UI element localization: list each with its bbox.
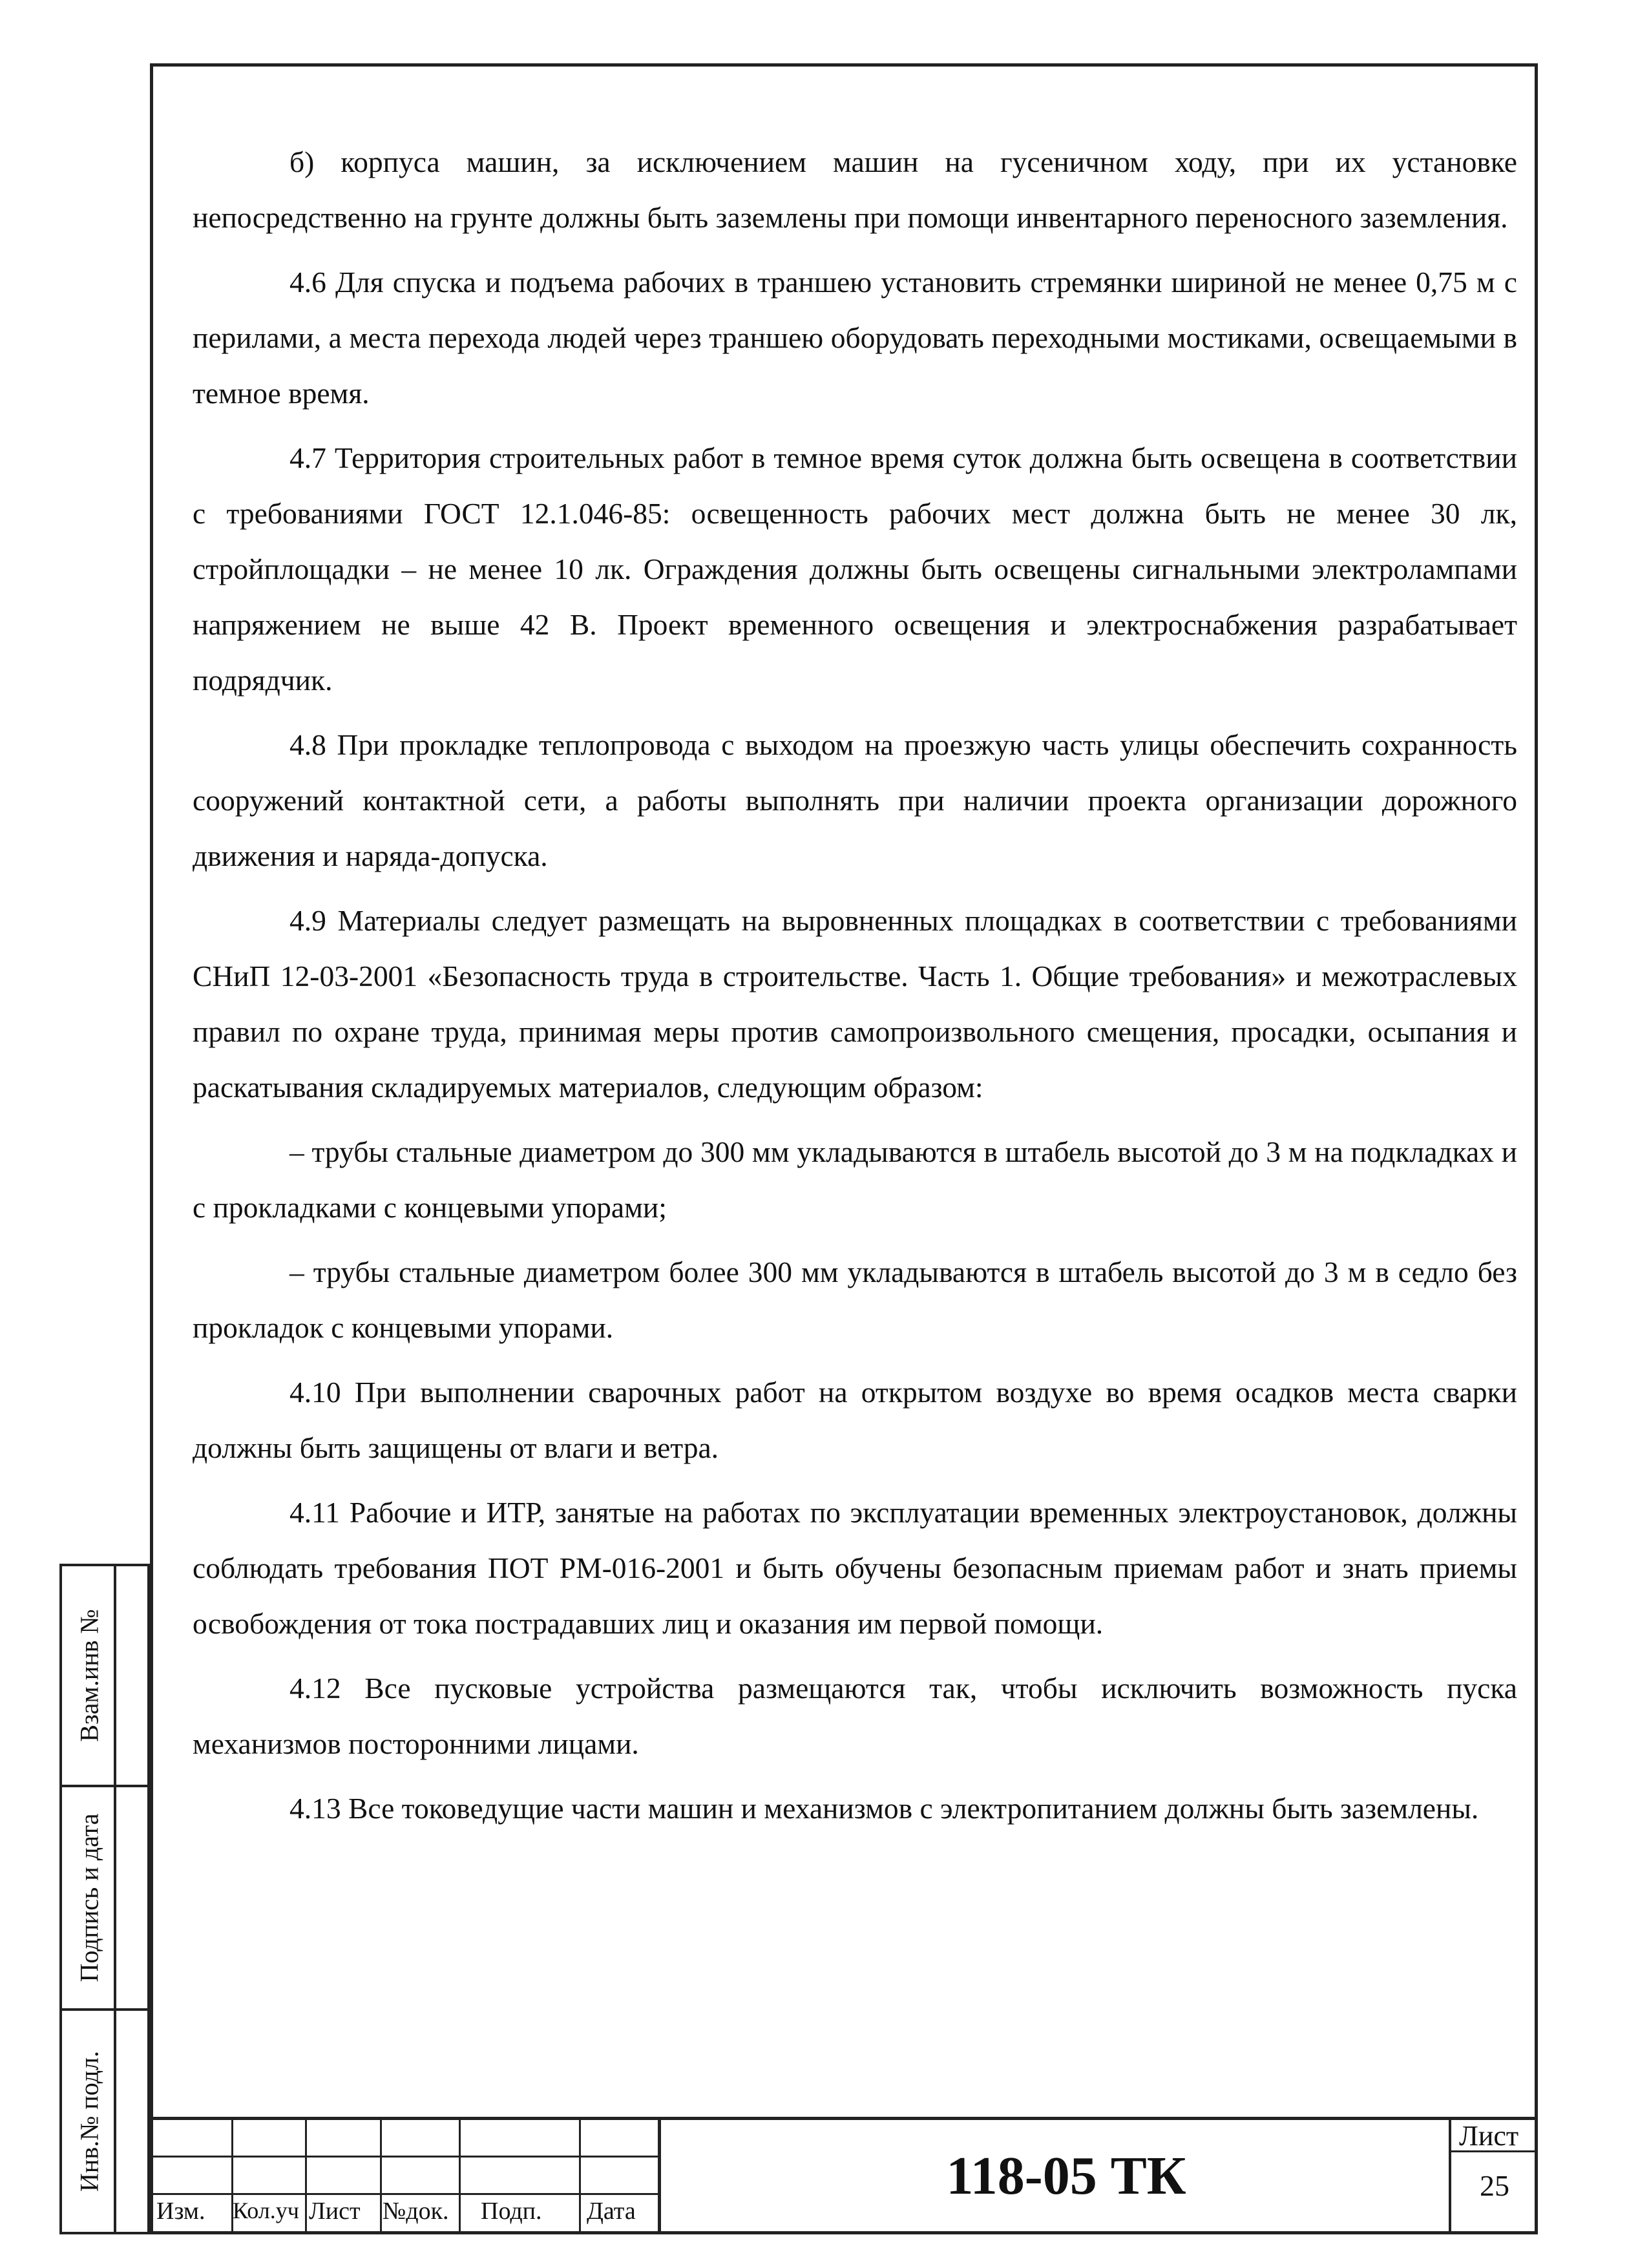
- side-cell-vzam: [59, 1564, 150, 1787]
- paragraph-4-7: 4.7 Территория строительных работ в темное время суток должна быть освещена в соответствии с требованиями ГОСТ 12.1.046-85: освещенность рабочих мест должна быть не менее 30 лк, стройплощадки – не менее 10 лк. Ограждения должны быть освещены сигнальными электролампами напряжением не выше 42 В. Проект временного освещения и электроснабжения разрабатывает подрядчик.: [193, 441, 1517, 697]
- list-item: – трубы стальные диаметром более 300 мм укладываются в штабель высотой до 3 м в седло без прокладок с концевыми упорами.: [193, 1255, 1517, 1344]
- paragraph-4-10: 4.10 При выполнении сварочных работ на открытом воздухе во время осадков места сварки должны быть защищены от влаги и ветра.: [193, 1376, 1517, 1464]
- side-label-box: [62, 1566, 116, 1785]
- sheet-label: Лист: [1459, 2120, 1519, 2152]
- side-label-box: [62, 2011, 116, 2232]
- col-kol-label: Кол.уч: [233, 2198, 299, 2223]
- document-body: [193, 134, 1517, 1845]
- col-data-label: Дата: [587, 2198, 636, 2225]
- paragraph-4-12: 4.12 Все пусковые устройства размещаются так, чтобы исключить возможность пуска механизмов посторонними лицами.: [193, 1672, 1517, 1760]
- inv-podl-label: Инв.№ подл.: [74, 2051, 104, 2192]
- side-cell-podpis: [59, 1785, 150, 2011]
- podpis-data-label: Подпись и дата: [74, 1813, 104, 1982]
- col-ndok-label: №док.: [383, 2198, 449, 2225]
- sheet-number: 25: [1480, 2169, 1509, 2202]
- tb-col-line: [459, 2117, 461, 2234]
- paragraph-4-13: 4.13 Все токоведущие части машин и механизмов с электропитанием должны быть заземлены.: [289, 1792, 1479, 1825]
- paragraph-4-6: 4.6 Для спуска и подъема рабочих в траншею установить стремянки шириной не менее 0,75 м с перилами, а места перехода людей через траншею оборудовать переходными мостиками, освещаемыми в темное время.: [193, 266, 1517, 410]
- tb-row-line: [150, 2193, 660, 2195]
- side-label-box: [62, 1787, 116, 2008]
- vzam-inv-label: Взам.инв №: [74, 1609, 104, 1742]
- tb-col-line: [380, 2117, 382, 2234]
- col-podp-label: Подп.: [481, 2198, 542, 2225]
- tb-col-line: [305, 2117, 307, 2234]
- col-izm-label: Изм.: [156, 2198, 205, 2225]
- col-list-label: Лист: [309, 2198, 361, 2225]
- tb-row-line: [150, 2156, 660, 2158]
- paragraph-4-9: 4.9 Материалы следует размещать на выровненных площадках в соответствии с требованиями СНиП 12-03-2001 «Безопасность труда в строительстве. Часть 1. Общие требования» и межотраслевых правил по охране труда, принимая меры против самопроизвольного смещения, просадки, осыпания и раскатывания складируемых материалов, следующим образом:: [193, 904, 1517, 1104]
- side-cell-inv-podl: [59, 2008, 150, 2234]
- paragraph-4-11: 4.11 Рабочие и ИТР, занятые на работах по эксплуатации временных электроустановок, должны соблюдать требования ПОТ РМ-016-2001 и быть обучены безопасным приемам работ и знать приемы освобождения от тока пострадавших лиц и оказания им первой помощи.: [193, 1496, 1517, 1640]
- tb-col-line: [579, 2117, 581, 2234]
- side-stamp: [59, 1564, 150, 2234]
- paragraph-4-8: 4.8 При прокладке теплопровода с выходом на проезжую часть улицы обеспечить сохранность сооружений контактной сети, а работы выполнять при наличии проекта организации дорожного движения и наряда-допуска.: [193, 728, 1517, 872]
- list-item: – трубы стальные диаметром до 300 мм укладываются в штабель высотой до 3 м на подкладках и с прокладками с концевыми упорами;: [193, 1135, 1517, 1224]
- document-code: 118-05 ТК: [946, 2145, 1186, 2206]
- paragraph-4-5b: б) корпуса машин, за исключением машин на гусеничном ходу, при их установке непосредственно на грунте должны быть заземлены при помощи инвентарного переносного заземления.: [193, 145, 1517, 234]
